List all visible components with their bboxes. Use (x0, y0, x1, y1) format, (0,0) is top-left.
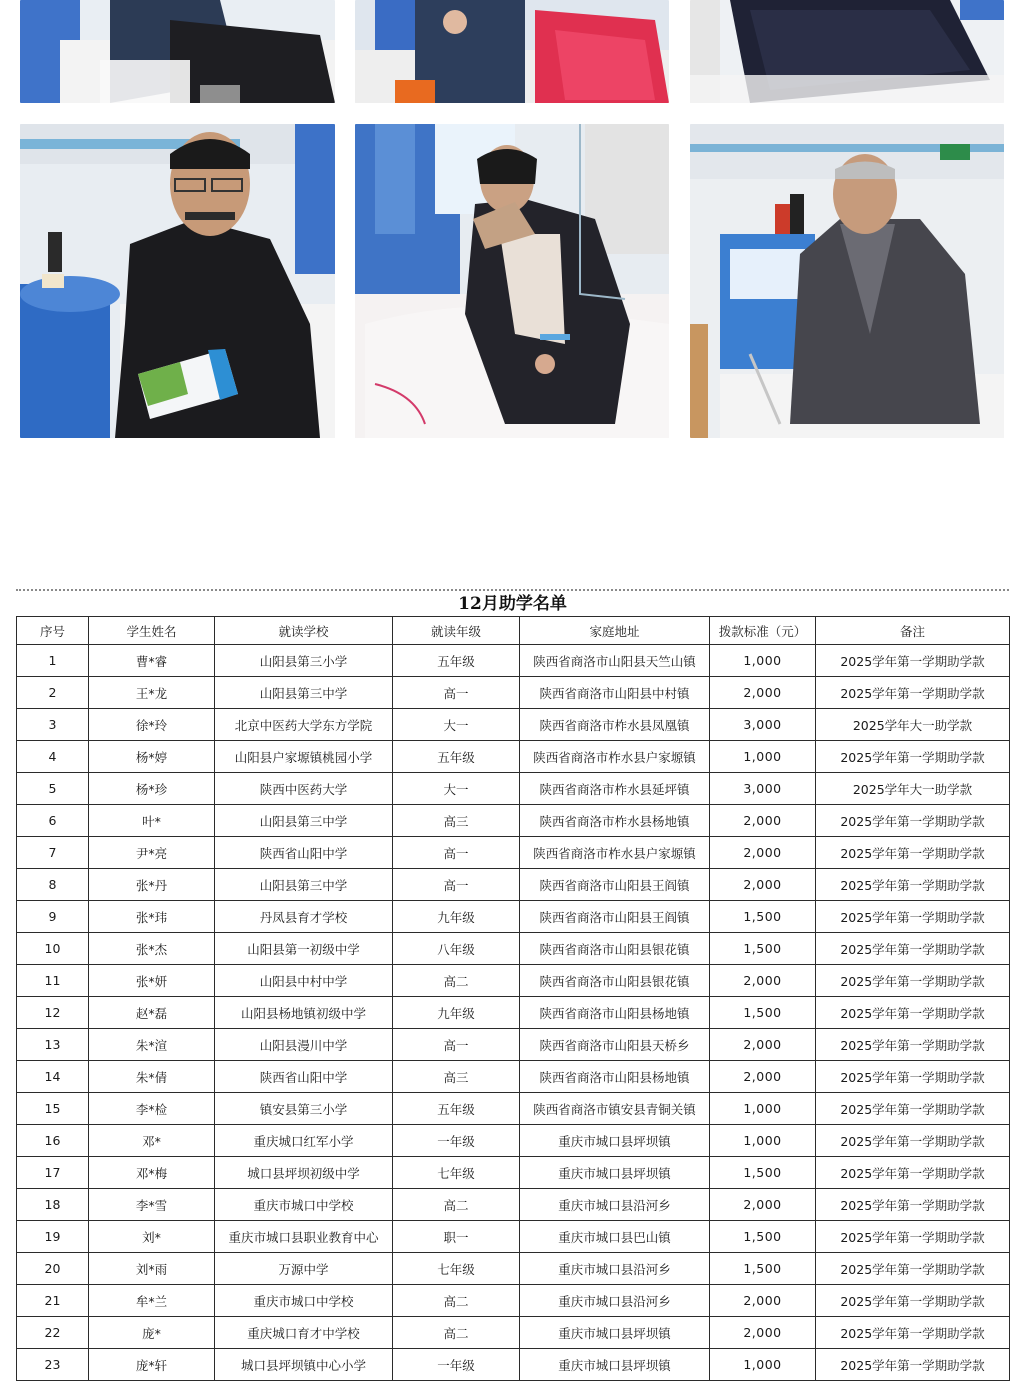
cell-student-name: 刘*雨 (89, 1253, 215, 1285)
cell-school: 陕西中医药大学 (215, 773, 393, 805)
cell-school: 山阳县漫川中学 (215, 1029, 393, 1061)
cell-remark: 2025学年第一学期助学款 (816, 837, 1010, 869)
table-row (17, 1317, 1010, 1349)
cell-address: 重庆市城口县巴山镇 (520, 1221, 710, 1253)
cell-school: 山阳县第三小学 (215, 645, 393, 677)
cell-remark: 2025学年第一学期助学款 (816, 1349, 1010, 1381)
cell-remark: 2025学年第一学期助学款 (816, 965, 1010, 997)
header-student-name: 学生姓名 (89, 617, 215, 645)
cell-school: 陕西省山阳中学 (215, 1061, 393, 1093)
table-row (17, 1349, 1010, 1381)
cell-remark: 2025学年第一学期助学款 (816, 933, 1010, 965)
cell-address: 重庆市城口县坪坝镇 (520, 1317, 710, 1349)
cell-address: 陕西省商洛市柞水县凤凰镇 (520, 709, 710, 741)
cell-amount: 1,000 (710, 1093, 816, 1125)
cell-grade: 九年级 (393, 997, 520, 1029)
cell-remark: 2025学年第一学期助学款 (816, 1253, 1010, 1285)
table-row (17, 741, 1010, 773)
cell-index: 14 (17, 1061, 89, 1093)
table-row (17, 645, 1010, 677)
cell-address: 陕西省商洛市山阳县银花镇 (520, 965, 710, 997)
cell-remark: 2025学年第一学期助学款 (816, 1061, 1010, 1093)
cell-amount: 2,000 (710, 869, 816, 901)
scholarship-table (16, 616, 1010, 1381)
cell-amount: 2,000 (710, 837, 816, 869)
cell-school: 重庆市城口县职业教育中心 (215, 1221, 393, 1253)
cell-school: 山阳县第三中学 (215, 677, 393, 709)
cell-index: 12 (17, 997, 89, 1029)
cell-student-name: 邓* (89, 1125, 215, 1157)
cell-school: 山阳县第三中学 (215, 869, 393, 901)
photo-woman-with-iv (355, 124, 669, 438)
cell-amount: 2,000 (710, 1285, 816, 1317)
cell-address: 陕西省商洛市山阳县银花镇 (520, 933, 710, 965)
cell-amount: 3,000 (710, 773, 816, 805)
photo-bedding (690, 0, 1004, 103)
table-row (17, 709, 1010, 741)
cell-index: 5 (17, 773, 89, 805)
cell-remark: 2025学年第一学期助学款 (816, 1317, 1010, 1349)
cell-remark: 2025学年第一学期助学款 (816, 645, 1010, 677)
header-school: 就读学校 (215, 617, 393, 645)
cell-school: 重庆城口红军小学 (215, 1125, 393, 1157)
cell-school: 山阳县第三中学 (215, 805, 393, 837)
cell-grade: 五年级 (393, 1093, 520, 1125)
cell-amount: 2,000 (710, 1029, 816, 1061)
cell-address: 重庆市城口县沿河乡 (520, 1189, 710, 1221)
cell-index: 15 (17, 1093, 89, 1125)
table-row (17, 1125, 1010, 1157)
table-row (17, 1061, 1010, 1093)
cell-student-name: 杨*珍 (89, 773, 215, 805)
photo-man-with-medicine (20, 124, 335, 438)
cell-school: 重庆市城口中学校 (215, 1189, 393, 1221)
cell-index: 10 (17, 933, 89, 965)
cell-index: 13 (17, 1029, 89, 1061)
cell-school: 城口县坪坝镇中心小学 (215, 1349, 393, 1381)
header-amount: 拨款标准（元） (710, 617, 816, 645)
cell-grade: 七年级 (393, 1157, 520, 1189)
cell-address: 重庆市城口县坪坝镇 (520, 1125, 710, 1157)
cell-grade: 一年级 (393, 1349, 520, 1381)
cell-index: 23 (17, 1349, 89, 1381)
cell-school: 重庆城口育才中学校 (215, 1317, 393, 1349)
cell-grade: 五年级 (393, 645, 520, 677)
cell-amount: 2,000 (710, 1061, 816, 1093)
header-remark: 备注 (816, 617, 1010, 645)
cell-index: 9 (17, 901, 89, 933)
cell-student-name: 张*妍 (89, 965, 215, 997)
table-row (17, 997, 1010, 1029)
cell-address: 陕西省商洛市镇安县青铜关镇 (520, 1093, 710, 1125)
cell-address: 陕西省商洛市山阳县王阎镇 (520, 901, 710, 933)
cell-index: 18 (17, 1189, 89, 1221)
table-row (17, 1093, 1010, 1125)
cell-index: 17 (17, 1157, 89, 1189)
cell-address: 陕西省商洛市山阳县杨地镇 (520, 997, 710, 1029)
cell-student-name: 庞* (89, 1317, 215, 1349)
cell-school: 山阳县中村中学 (215, 965, 393, 997)
cell-grade: 高一 (393, 1029, 520, 1061)
cell-index: 21 (17, 1285, 89, 1317)
table-row (17, 901, 1010, 933)
table-title: 12月助学名单 (458, 594, 567, 614)
cell-grade: 高二 (393, 1317, 520, 1349)
cell-address: 陕西省商洛市山阳县天桥乡 (520, 1029, 710, 1061)
cell-amount: 2,000 (710, 1189, 816, 1221)
cell-remark: 2025学年第一学期助学款 (816, 1029, 1010, 1061)
cell-school: 山阳县第一初级中学 (215, 933, 393, 965)
cell-student-name: 朱*倩 (89, 1061, 215, 1093)
cell-amount: 1,500 (710, 901, 816, 933)
cell-amount: 2,000 (710, 1317, 816, 1349)
cell-grade: 职一 (393, 1221, 520, 1253)
cell-student-name: 赵*磊 (89, 997, 215, 1029)
cell-address: 重庆市城口县沿河乡 (520, 1253, 710, 1285)
table-row (17, 805, 1010, 837)
cell-student-name: 叶* (89, 805, 215, 837)
cell-index: 7 (17, 837, 89, 869)
table-row (17, 677, 1010, 709)
cell-student-name: 徐*玲 (89, 709, 215, 741)
cell-student-name: 牟*兰 (89, 1285, 215, 1317)
cell-school: 丹凤县育才学校 (215, 901, 393, 933)
cell-student-name: 邓*梅 (89, 1157, 215, 1189)
cell-school: 城口县坪坝初级中学 (215, 1157, 393, 1189)
table-row (17, 933, 1010, 965)
cell-address: 陕西省商洛市柞水县延坪镇 (520, 773, 710, 805)
table-row (17, 1253, 1010, 1285)
table-row (17, 965, 1010, 997)
table-row (17, 1029, 1010, 1061)
cell-index: 3 (17, 709, 89, 741)
cell-amount: 2,000 (710, 965, 816, 997)
cell-address: 陕西省商洛市柞水县杨地镇 (520, 805, 710, 837)
cell-address: 重庆市城口县坪坝镇 (520, 1157, 710, 1189)
cell-remark: 2025学年第一学期助学款 (816, 805, 1010, 837)
cell-student-name: 曹*睿 (89, 645, 215, 677)
header-grade: 就读年级 (393, 617, 520, 645)
cell-school: 重庆市城口中学校 (215, 1285, 393, 1317)
cell-grade: 七年级 (393, 1253, 520, 1285)
cell-student-name: 尹*亮 (89, 837, 215, 869)
table-row (17, 837, 1010, 869)
cell-remark: 2025学年第一学期助学款 (816, 1125, 1010, 1157)
cell-remark: 2025学年第一学期助学款 (816, 741, 1010, 773)
cell-index: 16 (17, 1125, 89, 1157)
cell-index: 4 (17, 741, 89, 773)
cell-grade: 高一 (393, 837, 520, 869)
cell-grade: 高三 (393, 1061, 520, 1093)
cell-student-name: 朱*渲 (89, 1029, 215, 1061)
cell-grade: 高一 (393, 677, 520, 709)
cell-index: 2 (17, 677, 89, 709)
cell-index: 8 (17, 869, 89, 901)
section-divider (16, 589, 1009, 591)
cell-amount: 1,500 (710, 1157, 816, 1189)
cell-student-name: 张*杰 (89, 933, 215, 965)
cell-remark: 2025学年第一学期助学款 (816, 901, 1010, 933)
header-index: 序号 (17, 617, 89, 645)
cell-grade: 八年级 (393, 933, 520, 965)
cell-grade: 九年级 (393, 901, 520, 933)
photo-patient-on-bed (20, 0, 335, 103)
cell-index: 22 (17, 1317, 89, 1349)
cell-remark: 2025学年第一学期助学款 (816, 1093, 1010, 1125)
cell-grade: 高二 (393, 1285, 520, 1317)
cell-index: 1 (17, 645, 89, 677)
cell-grade: 高三 (393, 805, 520, 837)
cell-address: 陕西省商洛市柞水县户家塬镇 (520, 837, 710, 869)
cell-student-name: 刘* (89, 1221, 215, 1253)
cell-remark: 2025学年第一学期助学款 (816, 997, 1010, 1029)
cell-school: 镇安县第三小学 (215, 1093, 393, 1125)
table-row (17, 1221, 1010, 1253)
cell-student-name: 张*丹 (89, 869, 215, 901)
cell-remark: 2025学年第一学期助学款 (816, 1157, 1010, 1189)
cell-remark: 2025学年第一学期助学款 (816, 869, 1010, 901)
cell-remark: 2025学年第一学期助学款 (816, 677, 1010, 709)
cell-address: 重庆市城口县沿河乡 (520, 1285, 710, 1317)
cell-amount: 1,000 (710, 1125, 816, 1157)
cell-grade: 高一 (393, 869, 520, 901)
cell-amount: 1,000 (710, 645, 816, 677)
cell-remark: 2025学年第一学期助学款 (816, 1285, 1010, 1317)
cell-student-name: 庞*轩 (89, 1349, 215, 1381)
cell-index: 11 (17, 965, 89, 997)
photo-elderly-man (690, 124, 1004, 438)
cell-index: 20 (17, 1253, 89, 1285)
cell-amount: 1,500 (710, 933, 816, 965)
cell-amount: 1,000 (710, 741, 816, 773)
cell-amount: 3,000 (710, 709, 816, 741)
cell-remark: 2025学年第一学期助学款 (816, 1221, 1010, 1253)
table-row (17, 869, 1010, 901)
cell-amount: 1,500 (710, 1253, 816, 1285)
cell-school: 北京中医药大学东方学院 (215, 709, 393, 741)
cell-address: 陕西省商洛市山阳县中村镇 (520, 677, 710, 709)
cell-grade: 五年级 (393, 741, 520, 773)
cell-school: 万源中学 (215, 1253, 393, 1285)
cell-student-name: 张*玮 (89, 901, 215, 933)
cell-student-name: 李*检 (89, 1093, 215, 1125)
cell-index: 6 (17, 805, 89, 837)
cell-grade: 高二 (393, 965, 520, 997)
cell-amount: 2,000 (710, 805, 816, 837)
header-address: 家庭地址 (520, 617, 710, 645)
cell-student-name: 杨*婷 (89, 741, 215, 773)
cell-address: 陕西省商洛市柞水县户家塬镇 (520, 741, 710, 773)
cell-student-name: 李*雪 (89, 1189, 215, 1221)
cell-grade: 高二 (393, 1189, 520, 1221)
cell-address: 重庆市城口县坪坝镇 (520, 1349, 710, 1381)
cell-school: 山阳县杨地镇初级中学 (215, 997, 393, 1029)
table-row (17, 1285, 1010, 1317)
table-header-row (17, 617, 1010, 645)
cell-grade: 大一 (393, 773, 520, 805)
table-row (17, 1157, 1010, 1189)
cell-grade: 大一 (393, 709, 520, 741)
cell-address: 陕西省商洛市山阳县杨地镇 (520, 1061, 710, 1093)
table-row (17, 1189, 1010, 1221)
cell-school: 山阳县户家塬镇桃园小学 (215, 741, 393, 773)
table-row (17, 773, 1010, 805)
cell-index: 19 (17, 1221, 89, 1253)
cell-student-name: 王*龙 (89, 677, 215, 709)
cell-remark: 2025学年第一学期助学款 (816, 1189, 1010, 1221)
cell-amount: 1,000 (710, 1349, 816, 1381)
cell-remark: 2025学年大一助学款 (816, 773, 1010, 805)
photo-patient-with-bag (355, 0, 669, 103)
cell-amount: 1,500 (710, 1221, 816, 1253)
cell-remark: 2025学年大一助学款 (816, 709, 1010, 741)
cell-amount: 2,000 (710, 677, 816, 709)
table-body (17, 645, 1010, 1381)
cell-grade: 一年级 (393, 1125, 520, 1157)
cell-amount: 1,500 (710, 997, 816, 1029)
cell-address: 陕西省商洛市山阳县王阎镇 (520, 869, 710, 901)
cell-address: 陕西省商洛市山阳县天竺山镇 (520, 645, 710, 677)
cell-school: 陕西省山阳中学 (215, 837, 393, 869)
